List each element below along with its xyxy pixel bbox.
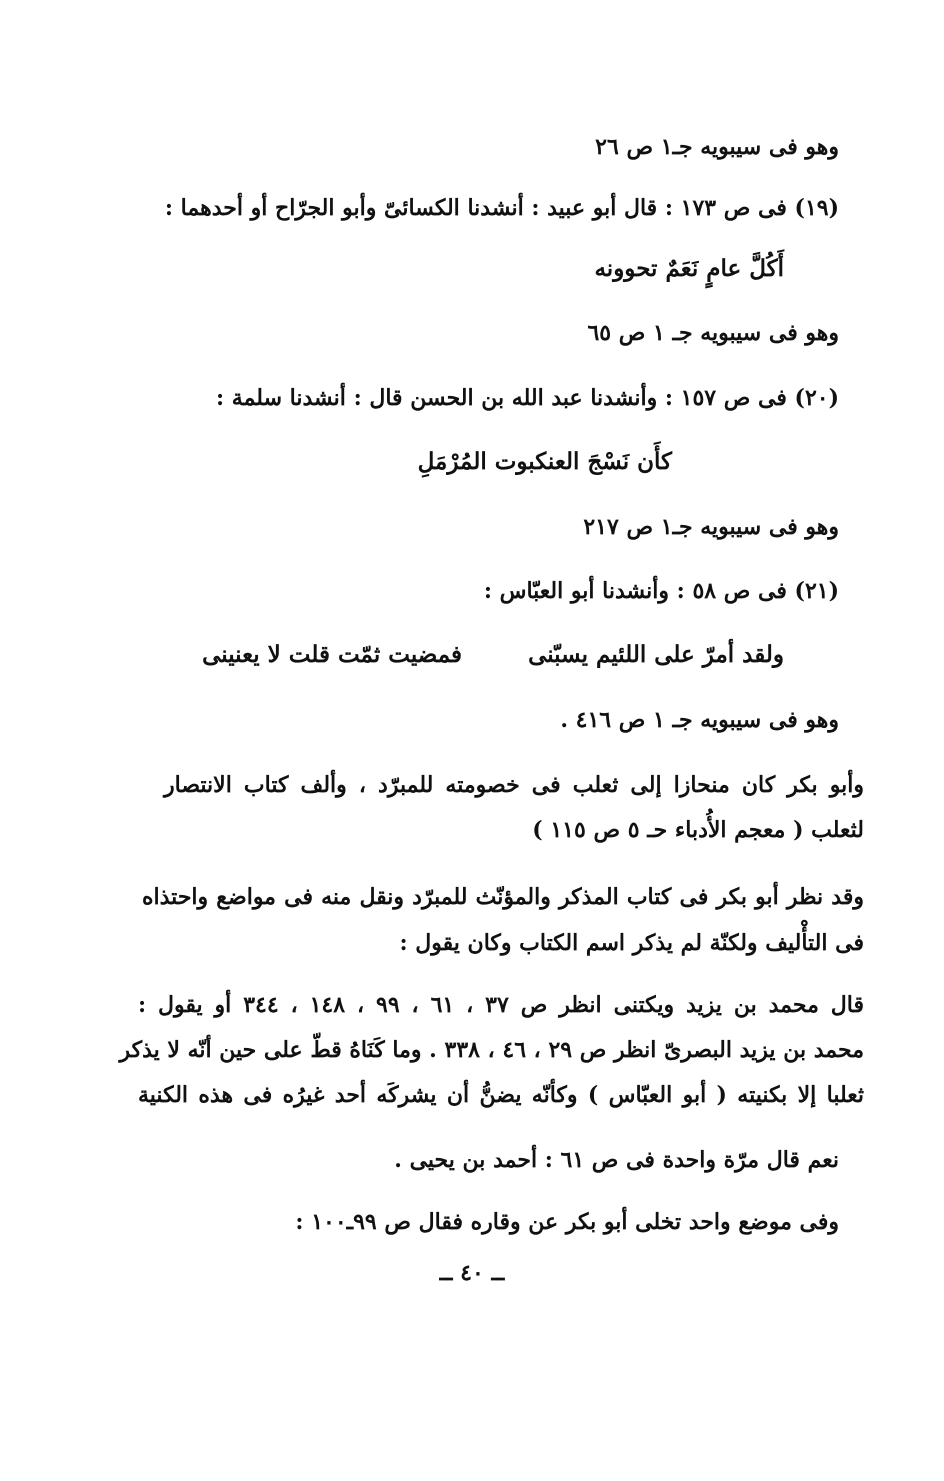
paragraph-line: ثعلبا إلا بكنيته ( أبو العبّاس ) وكأنّه يضنُّ أن يشركَه أحد غيرُه فى هذه الكنية: [138, 1082, 864, 1108]
paragraph-line: قال محمد بن يزيد ويكتنى انظر ص ٣٧ ، ٦١ ، ٩٩ ، ١٤٨ ، ٣٤٤ أو يقول :: [138, 992, 865, 1018]
text-line: وهو فى سيبويه جـ١ ص ٢٦: [595, 134, 839, 160]
text-line: وهو فى سيبويه جـ ١ ص ٤١٦ .: [560, 707, 839, 733]
paragraph-line: وأبو بكر كان منحازا إلى ثعلب فى خصومته للمبرّد ، وألف كتاب الانتصار: [164, 772, 864, 798]
verse-line: أَكُلَّ عامٍ نَعَمٌ تحوونه: [594, 255, 784, 282]
paragraph-line: محمد بن يزيد البصرىّ انظر ص ٢٩ ، ٤٦ ، ٣٣٨ . وما كَنَاهُ قطّ على حين أنّه لا يذكر: [119, 1037, 864, 1063]
verse-line: كأَن نَسْجَ العنكبوت المُرْمَلِ: [417, 448, 672, 475]
text-line: وفى موضع واحد تخلى أبو بكر عن وقاره فقال ص ٩٩ـ١٠٠ :: [295, 1209, 839, 1235]
text-line: (٢١) فى ص ٥٨ : وأنشدنا أبو العبّاس :: [483, 578, 839, 604]
verse-hemistich-first: ولقد أمرّ على اللئيم يسبّنى: [528, 641, 784, 668]
text-line: (١٩) فى ص ١٧٣ : قال أبو عبيد : أنشدنا الكسائىّ وأبو الجرّاح أو أحدهما :: [164, 195, 839, 221]
paragraph-line: فى التأْليف ولكنّة لم يذكر اسم الكتاب وكان يقول :: [399, 930, 864, 956]
paragraph-line: وقد نظر أبو بكر فى كتاب المذكر والمؤنّث للمبرّد ونقل منه فى مواضع واحتذاه: [142, 884, 864, 910]
text-line: وهو فى سيبويه جـ ١ ص ٦٥: [587, 320, 839, 346]
verse-hemistich-second: فمضيت ثمّت قلت لا يعنينى: [202, 641, 462, 668]
page-number: ــ ٤٠ ــ: [439, 1260, 505, 1286]
text-line: وهو فى سيبويه جـ١ ص ٢١٧: [583, 514, 839, 540]
text-line: (٢٠) فى ص ١٥٧ : وأنشدنا عبد الله بن الحسن قال : أنشدنا سلمة :: [216, 385, 839, 411]
paragraph-line: لثعلب ( معجم الأُدباء حـ ٥ ص ١١٥ ): [532, 817, 864, 843]
text-line: نعم قال مرّة واحدة فى ص ٦١ : أحمد بن يحيى .: [394, 1147, 839, 1173]
